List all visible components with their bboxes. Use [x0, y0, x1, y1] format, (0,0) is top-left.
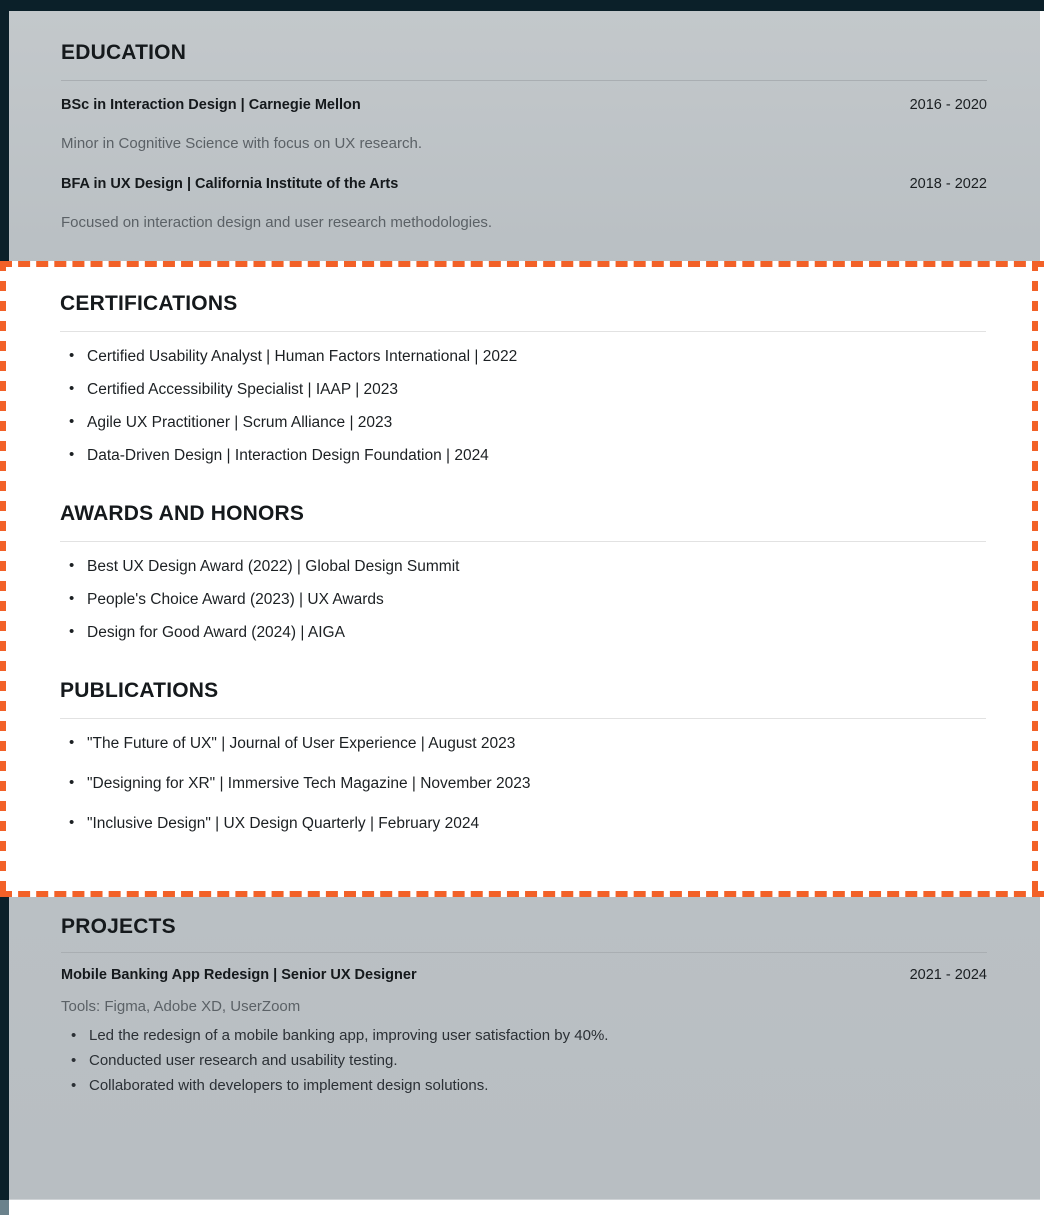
document-bottom-edge	[9, 1199, 1040, 1200]
awards-divider	[60, 541, 986, 542]
list-item: • Best UX Design Award (2022) | Global Design Summit	[60, 556, 992, 578]
left-rail-bottom	[0, 1200, 9, 1215]
list-item: • Agile UX Practitioner | Scrum Alliance | 2023	[60, 412, 992, 434]
education-entry-title: BFA in UX Design | California Institute of the Arts	[61, 176, 399, 192]
education-heading: EDUCATION	[61, 41, 187, 64]
section-education	[9, 40, 1040, 233]
selected-region-content	[0, 267, 1044, 853]
list-item: • "Designing for XR" | Immersive Tech Magazine | November 2023	[60, 773, 992, 795]
certifications-divider	[60, 331, 986, 332]
education-entry-subtitle: Minor in Cognitive Science with focus on UX research.	[61, 135, 422, 152]
certifications-heading: CERTIFICATIONS	[60, 292, 238, 315]
section-awards	[60, 501, 992, 644]
publications-heading: PUBLICATIONS	[60, 679, 219, 702]
project-bullets	[61, 1023, 988, 1098]
projects-divider	[61, 952, 987, 953]
selection-dashed-border-left	[0, 261, 6, 897]
selection-dashed-border-right	[1032, 261, 1038, 897]
project-entry-date: 2021 - 2024	[909, 967, 987, 983]
list-item: • Led the redesign of a mobile banking app, improving user satisfaction by 40%.	[61, 1023, 988, 1048]
education-entry	[61, 95, 987, 115]
education-divider	[61, 80, 987, 81]
education-entry-date: 2018 - 2022	[909, 176, 987, 192]
education-entry-title: BSc in Interaction Design | Carnegie Mellon	[61, 97, 361, 113]
section-projects	[9, 914, 1040, 1098]
list-item: • People's Choice Award (2023) | UX Awards	[60, 589, 992, 611]
awards-heading: AWARDS AND HONORS	[60, 502, 305, 525]
education-entry-subtitle: Focused on interaction design and user research methodologies.	[61, 214, 493, 231]
project-entry-tools: Tools: Figma, Adobe XD, UserZoom	[61, 998, 301, 1015]
list-item: • "Inclusive Design" | UX Design Quarterly | February 2024	[60, 813, 992, 835]
project-entry	[61, 965, 987, 985]
education-entry-date: 2016 - 2020	[909, 97, 987, 113]
list-item: • Collaborated with developers to implement design solutions.	[61, 1073, 988, 1098]
section-publications	[60, 678, 992, 835]
certifications-list	[60, 346, 992, 467]
list-item: • Certified Usability Analyst | Human Factors International | 2022	[60, 346, 992, 368]
window-top-bar	[0, 0, 1044, 11]
selected-region-highlight[interactable]	[0, 261, 1044, 897]
list-item: • Conducted user research and usability testing.	[61, 1048, 988, 1073]
publications-divider	[60, 718, 986, 719]
publications-list	[60, 733, 992, 835]
awards-list	[60, 556, 992, 644]
list-item: • Design for Good Award (2024) | AIGA	[60, 622, 992, 644]
projects-heading: PROJECTS	[61, 915, 176, 938]
project-entry-title: Mobile Banking App Redesign | Senior UX Designer	[61, 967, 417, 983]
list-item: • Certified Accessibility Specialist | IAAP | 2023	[60, 379, 992, 401]
section-certifications	[60, 291, 992, 467]
education-entry	[61, 174, 987, 194]
list-item: • "The Future of UX" | Journal of User Experience | August 2023	[60, 733, 992, 755]
list-item: • Data-Driven Design | Interaction Design Foundation | 2024	[60, 445, 992, 467]
